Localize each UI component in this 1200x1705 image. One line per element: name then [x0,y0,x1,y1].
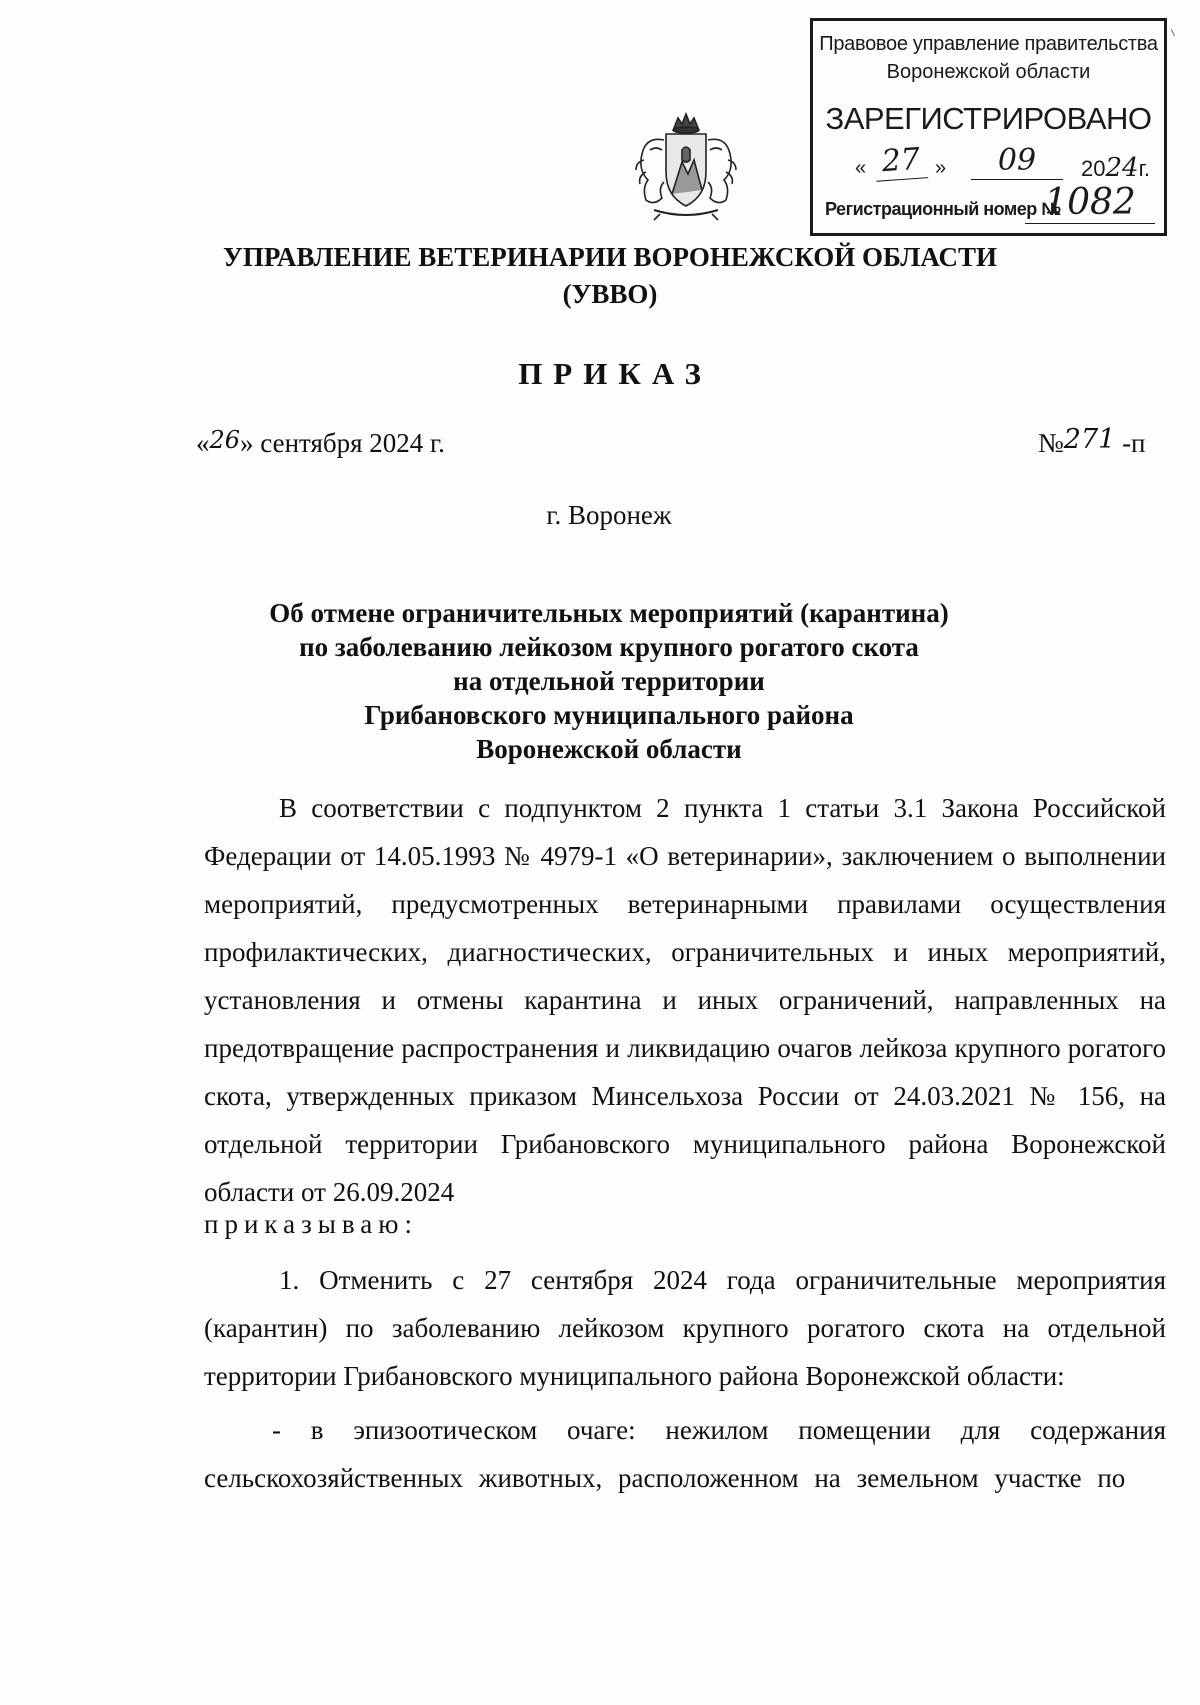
city-line: г. Воронеж [546,500,672,530]
agency-abbreviation: (УВВО) [562,279,658,309]
preamble-paragraph: В соответствии с подпунктом 2 пункта 1 статьи 3.1 Закона Российской Федерации от 14.05.1993 № 4979-1 «О ветеринарии», заключением о выполнении мероприятий, предусмотренных ветеринарными правилами осуществления профилактических, диагностических, ограничительных и иных мероприятий, установления и отмены карантина и иных ограничений, направленных на предотвращение распространения и ликвидацию очагов лейкоза крупного рогатого скота, утвержденных приказом Минсельхоза России от 24.03.2021 № 156, на отдельной территории Грибановского муниципального района Воронежской области от 26.09.2024 [204,793,1166,1207]
date-quote-close: » [240,428,254,458]
stamp-reg-label: Регистрационный номер № [825,199,1061,219]
stamp-authority-line: Правовое управление правительства [819,33,1158,55]
title-line: Об отмене ограничительных мероприятий (карантина) [269,598,949,628]
order-number-suffix: -п [1115,428,1146,458]
order-title [0,596,1200,766]
corner-pen-mark: ⸌ [1164,25,1179,46]
item-1-subparagraph: - в эпизоотическом очаге: нежилом помещении для содержания сельскохозяйственных животных, расположенном на земельном участке по [204,1415,1166,1493]
title-line: по заболеванию лейкозом крупного рогатого скота [299,632,919,662]
date-quote-open: « [196,428,210,458]
order-date [196,428,445,459]
title-line: на отдельной территории [453,666,765,696]
stamp-reg-number-handwritten: 1082 [1025,183,1155,224]
order-number-prefix: № [1038,428,1064,458]
registration-stamp [810,18,1167,236]
stamp-month-handwritten: 09 [971,143,1063,180]
directive-word: приказываю: [204,1209,418,1239]
stamp-registered-label: ЗАРЕГИСТРИРОВАНО [825,101,1152,136]
stamp-region-line: Воронежской области [886,61,1091,83]
date-day-handwritten: 26 [209,426,241,454]
stamp-registration-row [825,182,1154,223]
stamp-year-suffix: г. [1138,156,1151,181]
item-1-paragraph: 1. Отменить с 27 сентября 2024 года ограничительные мероприятия (карантин) по заболеванию лейкозом крупного рогатого скота на отдельной территории Грибановского муниципального района Воронежской области: [204,1265,1166,1391]
order-number [1038,424,1146,459]
stamp-year [1081,153,1150,183]
coat-of-arms-emblem [632,110,740,222]
stamp-year-handwritten: 24 [1105,153,1139,183]
stamp-day-handwritten: 27 [874,141,928,182]
title-line: Грибановского муниципального района [364,700,854,730]
stamp-quote-close: » [935,157,947,179]
title-line: Воронежской области [476,734,742,764]
date-month-year: сентября 2024 г. [253,428,445,458]
agency-name: УПРАВЛЕНИЕ ВЕТЕРИНАРИИ ВОРОНЕЖСКОЙ ОБЛАСТИ [223,242,997,272]
order-number-handwritten: 271 [1063,424,1116,455]
document-type-heading: ПРИКАЗ [518,356,712,391]
stamp-quote-open: « [855,157,867,179]
stamp-year-prefix: 20 [1081,156,1106,181]
